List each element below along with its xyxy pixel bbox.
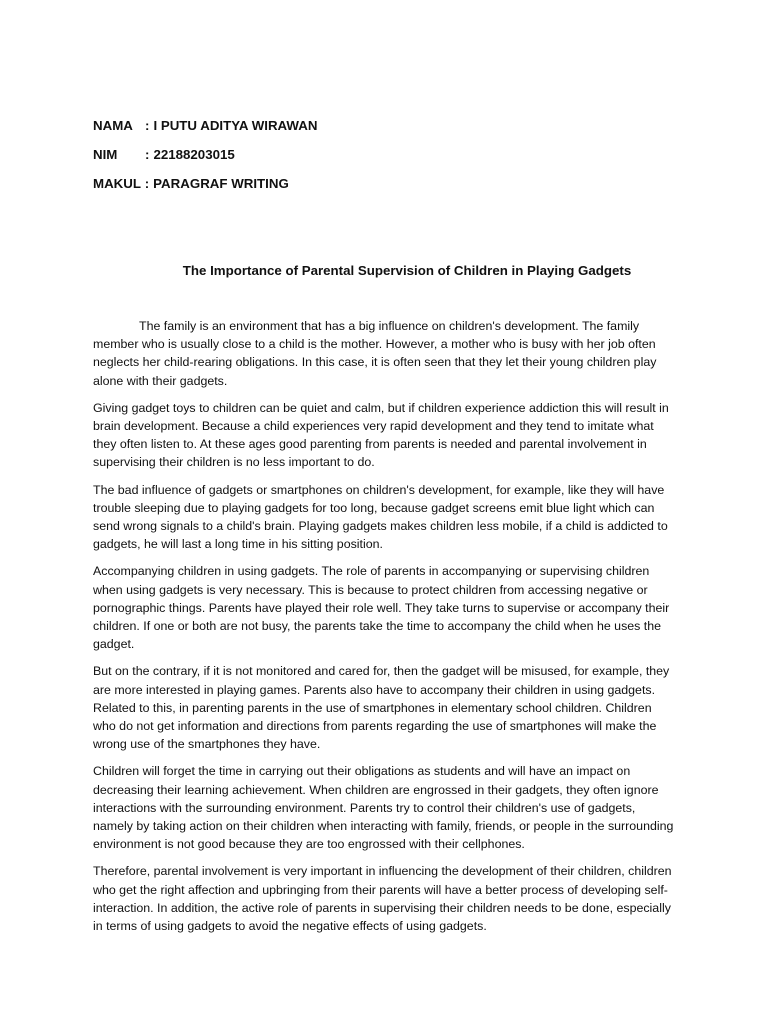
paragraph: Children will forget the time in carrying out their obligations as students and will have an impact on decreasing their learning achievement. When children are engrossed in their gadgets, they often ignore interactions with the surrounding environment. Parents try to control their children's use of gadgets, namely by taking action on their children when interacting with family, friends, or people in the surrounding environment is not good because they are too engrossed with their cellphones. bbox=[93, 764, 674, 852]
paragraph: But on the contrary, if it is not monitored and cared for, then the gadget will be misused, for example, they are more interested in playing games. Parents also have to accompany their children in using gadgets. Related to this, in parenting parents in the use of smartphones in elementary school children. Children who do not get information and directions from parents regarding the use of smartphones will make the wrong use of the smartphones they have. bbox=[93, 664, 670, 752]
course-row bbox=[93, 175, 693, 193]
course-separator: : bbox=[144, 176, 150, 191]
document-title: The Importance of Parental Supervision of Children in Playing Gadgets bbox=[182, 263, 632, 278]
name-value: I PUTU ADITYA WIRAWAN bbox=[153, 118, 318, 133]
nim-value: 22188203015 bbox=[153, 147, 235, 162]
document-body bbox=[93, 317, 677, 944]
name-row bbox=[93, 117, 693, 135]
nim-row bbox=[93, 146, 693, 164]
nim-separator: : bbox=[145, 147, 150, 162]
paragraph: The family is an environment that has a big influence on children's development. The family member who is usually close to a child is the mother. However, a mother who is busy with her job often neglects her child-rearing obligations. In this case, it is often seen that they let their young children play alone with their gadgets. bbox=[93, 319, 657, 388]
name-separator: : bbox=[145, 118, 150, 133]
paragraph: Therefore, parental involvement is very important in influencing the development of their children, children who get the right affection and upbringing from their parents will have a better process of developing self-interaction. In addition, the active role of parents in supervising their children needs to be done, especially in terms of using gadgets to avoid the negative effects of using gadgets. bbox=[93, 864, 672, 934]
course-label: MAKUL bbox=[93, 176, 142, 191]
paragraph: Accompanying children in using gadgets. The role of parents in accompanying or supervising children when using gadgets is very necessary. This is because to protect children from accessing negative or pornographic things. Parents have played their role well. They take turns to supervise or accompany their children. If one or both are not busy, the parents take the time to accompany the child when he uses the gadget. bbox=[93, 564, 670, 652]
name-label: NAMA bbox=[93, 118, 133, 133]
paragraph: Giving gadget toys to children can be quiet and calm, but if children experience addiction this will result in brain development. Because a child experiences very rapid development and they tend to imitate what they often listen to. At these ages good parenting from parents is needed and parental involvement in supervising their children is no less important to do. bbox=[93, 400, 669, 470]
student-info-header bbox=[93, 117, 693, 204]
course-value: PARAGRAF WRITING bbox=[153, 176, 289, 191]
nim-label: NIM bbox=[93, 147, 118, 162]
paragraph: The bad influence of gadgets or smartphones on children's development, for example, like they will have trouble sleeping due to playing gadgets for too long, because gadget screens emit blue light which can send wrong signals to a child's brain. Playing gadgets makes children less mobile, if a child is addicted to gadgets, he will last a long time in his sitting position. bbox=[93, 482, 668, 552]
